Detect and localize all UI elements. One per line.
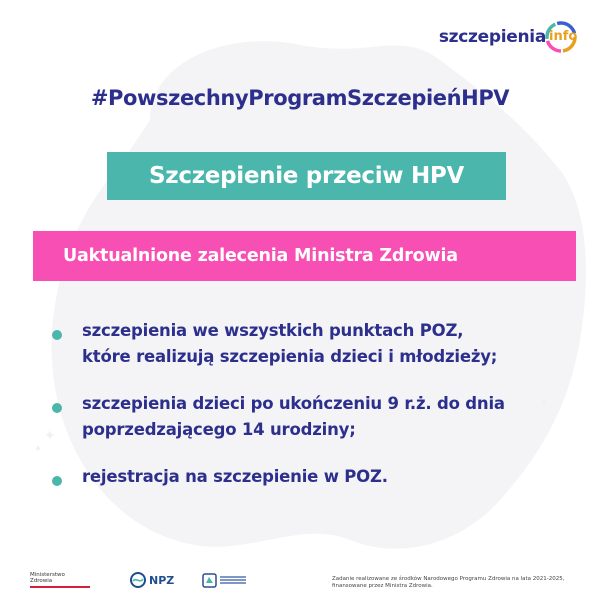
- logo-info: info: [549, 29, 578, 44]
- eqa-logo-lines: [220, 575, 246, 585]
- eqa-logo: [202, 573, 246, 588]
- list-item-line: rejestracja na szczepienie w POZ.: [82, 467, 388, 486]
- site-logo[interactable]: [439, 20, 578, 54]
- list-item: [50, 464, 580, 490]
- list-item-line: które realizują szczepienia dzieci i młodzieży;: [82, 347, 498, 366]
- ministry-logo: [30, 572, 90, 588]
- npz-logo-icon: [130, 572, 146, 588]
- sparkle-icon: ✦: [540, 398, 549, 409]
- bullet-dot-icon: [52, 476, 62, 486]
- list-item-line: szczepienia we wszystkich punktach POZ,: [82, 321, 464, 340]
- logo-ring-icon: [544, 20, 578, 54]
- logo-word: szczepienia: [438, 27, 546, 47]
- list-item: [50, 318, 580, 370]
- footer-logos: [30, 572, 246, 588]
- list-item: [50, 391, 580, 443]
- headline-text: Szczepienie przeciw HPV: [149, 163, 464, 189]
- bullet-dot-icon: [52, 330, 62, 340]
- hashtag-heading: #PowszechnyProgramSzczepieńHPV: [90, 86, 510, 110]
- sparkle-icon: ✦: [34, 444, 43, 455]
- headline-banner: [107, 152, 506, 200]
- list-item-line: poprzedzającego 14 urodziny;: [82, 420, 356, 439]
- subheadline-banner: [33, 231, 576, 281]
- recommendation-list: [50, 318, 580, 490]
- funding-note-line: Zadanie realizowane ze środków Narodowego Programu Zdrowia na lata 2021-2025,: [332, 576, 565, 582]
- funding-note-line: finansowane przez Ministra Zdrowia.: [332, 583, 433, 589]
- list-item-line: szczepienia dzieci po ukończeniu 9 r.ż. do dnia: [82, 394, 505, 413]
- ministry-logo-line: Zdrowia: [30, 578, 53, 584]
- eqa-logo-icon: [202, 573, 217, 588]
- ministry-logo-line: Ministerstwo: [30, 572, 65, 578]
- sparkle-icon: ✦: [44, 428, 56, 444]
- bullet-dot-icon: [52, 403, 62, 413]
- subheadline-text: Uaktualnione zalecenia Ministra Zdrowia: [63, 246, 458, 266]
- npz-logo: [130, 572, 174, 588]
- funding-note: [332, 576, 572, 590]
- npz-logo-text: NPZ: [149, 573, 175, 587]
